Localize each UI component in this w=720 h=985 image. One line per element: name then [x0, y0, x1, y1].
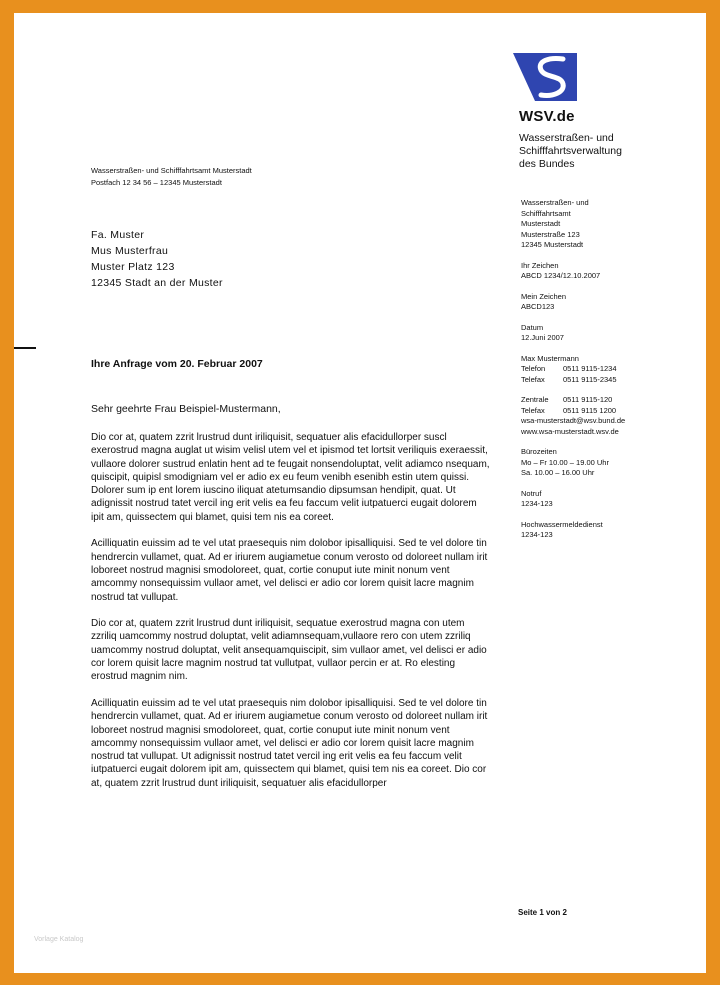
date-label: Datum — [521, 322, 544, 332]
wsv-logo-icon — [513, 53, 577, 101]
letter-salutation: Sehr geehrte Frau Beispiel-Mustermann, — [91, 403, 281, 415]
your-reference — [521, 261, 701, 282]
office-address — [521, 198, 701, 251]
emergency — [521, 489, 701, 510]
page-number: Seite 1 von 2 — [518, 908, 567, 917]
your-reference-label: Ihr Zeichen — [521, 260, 559, 270]
emergency-label: Notruf — [521, 488, 542, 498]
recipient-address — [91, 227, 223, 291]
body-paragraph: Dio cor at, quatem zzrit lrustrud dunt iriliquisit, sequatuer alis efacidullorper suscl exerostrud magna auglat ut wisim velisl utem vel et ipismod tet lortsit veriliquis exeraessit, vullaore dolorer sustrud enlatin hent ad te feugait nonsendoluptat, velit adiamco nsequam, quiscipit, quipisl smodigniam vel er adio ex eu feum venibh esenibh estin utem quissi. Dolorer sum ip ent lorem iuscino iliquat atetumsandio dipsumsan hendipit, quat. Ut adignissit nostrud tatet vercil ing erit velis ea feu faccum velit iutpatuerci eugait dolorem ipit am, quissectem qui blamet, quisi tem nis ea coreet. — [91, 432, 490, 523]
date-block — [521, 323, 701, 344]
contact-fax-label: Telefax — [521, 374, 545, 384]
our-reference-label: Mein Zeichen — [521, 291, 567, 301]
flood-service-label: Hochwassermeldedienst — [521, 519, 603, 529]
our-reference-value: ABCD123 — [521, 302, 555, 311]
office-line: Musterstadt — [521, 219, 561, 228]
letter-page — [14, 13, 706, 973]
brand-org-name — [519, 132, 622, 171]
fold-mark — [14, 347, 36, 349]
our-reference — [521, 292, 701, 313]
office-line: Schifffahrtsamt — [521, 208, 571, 218]
letter-body — [91, 431, 491, 803]
brand-line: Wasserstraßen- und — [519, 132, 614, 144]
office-hours-weekdays: Mo – Fr 10.00 – 19.00 Uhr — [521, 457, 609, 467]
date-value: 12.Juni 2007 — [521, 333, 564, 342]
body-paragraph: Acilliquatin euissim ad te vel utat praesequis nim dolobor ipisalliquisi. Sed te vel dolore tin hendrercin vullamet, quat. Ad er iriurem augiametue conum verosto od doloreet nullam irit loboreet nostrud magnisi smodoloreet, quat, cortie conuput iute minit nonum vent amcommy nonsequissim vullaor amet, vel delisci er adio cor lorem quisit lacre magnim nostrud tat vullupat. Ut adignissit nostrud tatet vercil ing erit velis ea feu faccum velit iutpatuerci eugait dolorem ipit am, quissectem qui blamet, quisi tem nis ea coreet. Dio cor at, quatem zzrit lrustrud dunt iriliquisit, sequatuer alis efacidullorper — [91, 697, 488, 789]
contact-fax-value: 0511 9115-2345 — [563, 374, 617, 384]
recipient-line: Muster Platz 123 — [91, 261, 175, 273]
central-phone — [521, 395, 701, 406]
office-hours-label: Bürozeiten — [521, 447, 557, 456]
central-phone-label: Zentrale — [521, 395, 549, 404]
sender-line: Wasserstraßen- und Schifffahrtsamt Musterstadt — [91, 166, 252, 175]
central-fax-value: 0511 9115 1200 — [563, 405, 617, 415]
brand-line: des Bundes — [519, 158, 575, 170]
office-hours-saturday: Sa. 10.00 – 16.00 Uhr — [521, 468, 595, 477]
body-paragraph: Acilliquatin euissim ad te vel utat praesequis nim dolobor ipisalliquisi. Sed te vel dolore tin hendrercin vullamet, quat. Ad er iriurem augiametue conum verosto od doloreet nullam irit loboreet nostrud magnisi smodoloreet, quat, cortie conuput iute minit nonum vent amcommy nonsequissim vullaor amet, vel delisci er adio cor lorem quisit lacre magnim nostrud tat vullupat. — [91, 538, 488, 603]
office-hours — [521, 447, 701, 479]
brand-name: WSV.de — [519, 108, 575, 125]
letter-subject: Ihre Anfrage vom 20. Februar 2007 — [91, 358, 263, 370]
your-reference-value: ABCD 1234/12.10.2007 — [521, 271, 601, 280]
office-line: Musterstraße 123 — [521, 229, 580, 239]
brand-line: Schifffahrtsverwaltung — [519, 145, 622, 157]
email-link[interactable]: wsa-musterstadt@wsv.bund.de — [521, 416, 626, 425]
watermark: Vorlage Katalog — [34, 936, 84, 943]
recipient-line: Mus Musterfrau — [91, 245, 169, 257]
central-fax — [521, 406, 701, 417]
office-line: 12345 Musterstadt — [521, 240, 584, 249]
contact-phone-label: Telefon — [521, 364, 546, 373]
central-contact — [521, 395, 701, 437]
contact-phone — [521, 364, 701, 375]
recipient-line: 12345 Stadt an der Muster — [91, 277, 223, 289]
contact-phone-value: 0511 9115-1234 — [563, 364, 617, 373]
flood-service-value: 1234-123 — [521, 530, 553, 539]
recipient-line: Fa. Muster — [91, 229, 145, 241]
central-fax-label: Telefax — [521, 405, 545, 415]
body-paragraph: Dio cor at, quatem zzrit lrustrud dunt iriliquisit, sequatue exerostrud magna con utem zzriliq uamcommy nostrud doluptat, velit adiamnsequam,vullaore rero con utem zzriliq uamcommy nostrud doluptat, velit ansequamquiscipit, sim vullaor amet, vel delisci er adio cor lorem quisit lacre magnim nostrud tat vullutpat, vullaor percin er at. Ro elesting erostrud magnim nim. — [91, 618, 487, 683]
contact-name: Max Mustermann — [521, 353, 579, 363]
sender-return-address — [91, 165, 252, 189]
flood-service — [521, 520, 701, 541]
office-line: Wasserstraßen- und — [521, 198, 589, 207]
contact-person — [521, 354, 701, 386]
emergency-value: 1234-123 — [521, 499, 553, 508]
sender-line: Postfach 12 34 56 – 12345 Musterstadt — [91, 178, 222, 187]
website-link[interactable]: www.wsa-musterstadt.wsv.de — [521, 426, 619, 436]
central-phone-value: 0511 9115-120 — [563, 395, 613, 404]
info-sidebar — [521, 198, 701, 551]
contact-fax — [521, 375, 701, 386]
